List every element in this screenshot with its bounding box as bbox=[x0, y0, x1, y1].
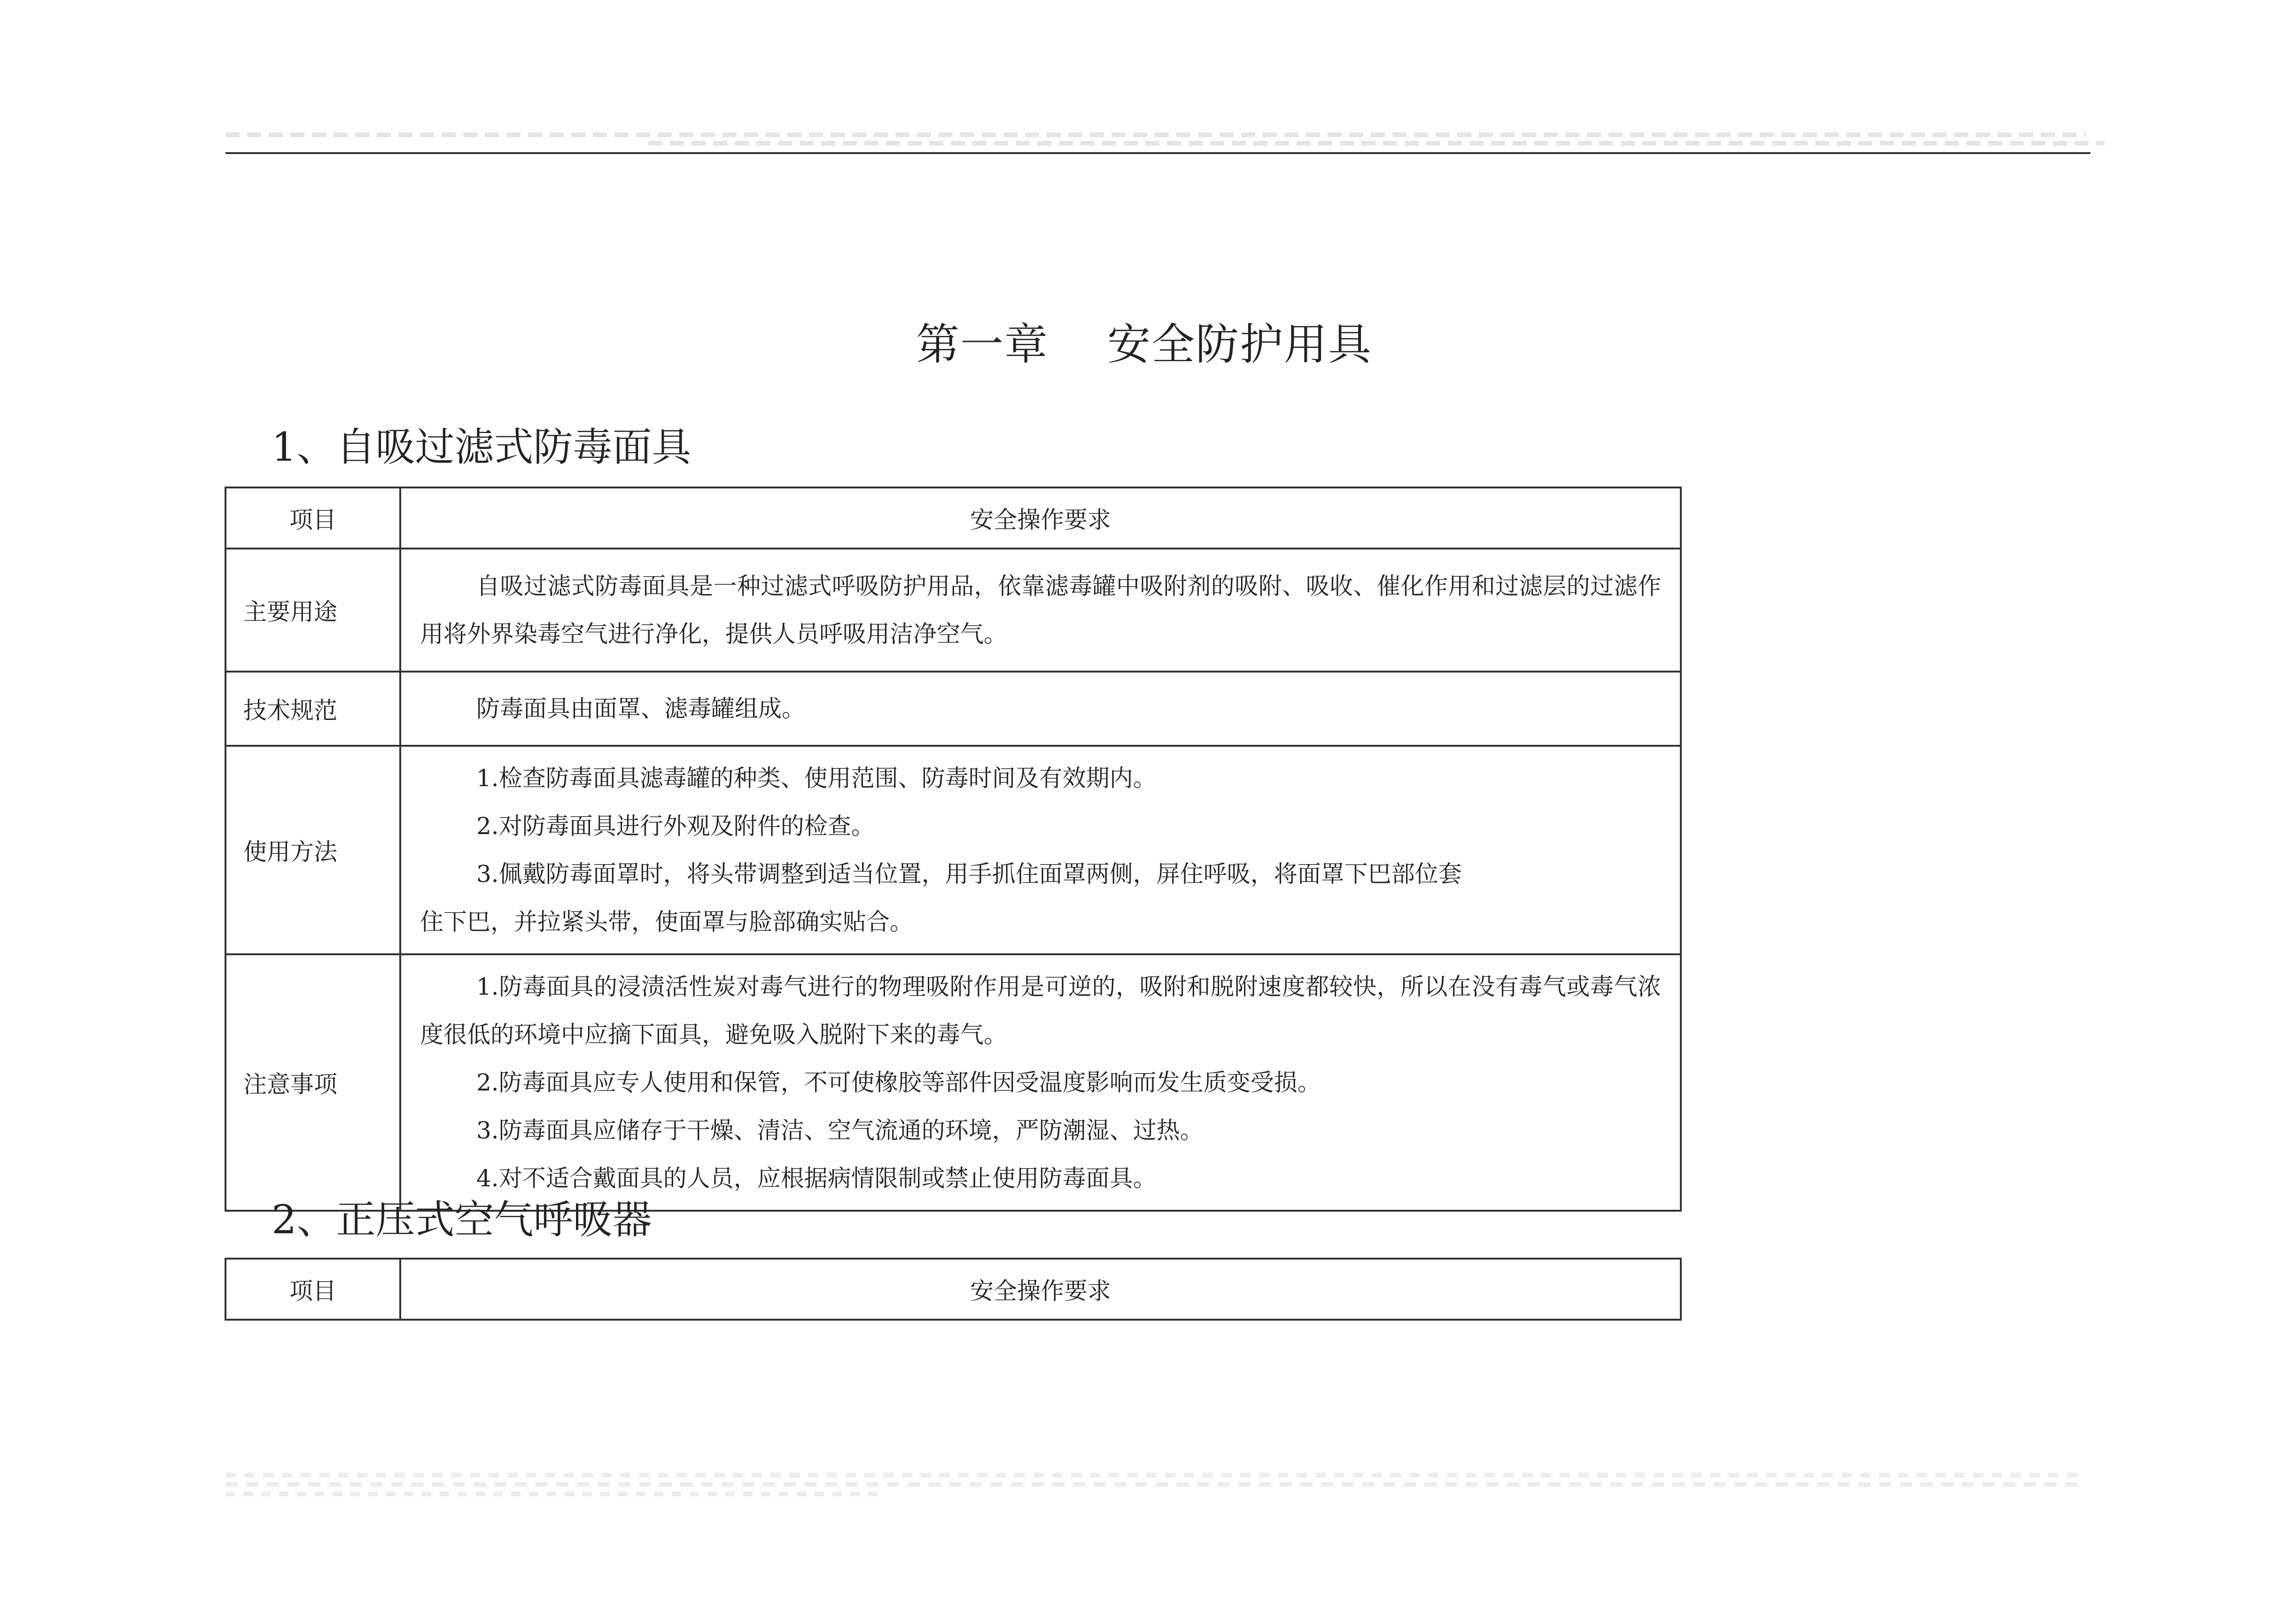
table-row-usage bbox=[225, 549, 1681, 672]
row-content-method bbox=[400, 746, 1681, 954]
footer-faint-text-line2 bbox=[225, 1482, 2086, 1487]
table-header-row bbox=[225, 487, 1681, 549]
section-heading-2: 2、正压式空气呼吸器 bbox=[272, 1197, 652, 1243]
method-step-3: 3.佩戴防毒面罩时，将头带调整到适当位置，用手抓住面罩两侧，屏住呼吸，将面罩下巴部位套 bbox=[476, 860, 1462, 888]
header-item: 项目 bbox=[225, 487, 400, 549]
header-rule bbox=[225, 152, 2090, 154]
row-label-method: 使用方法 bbox=[225, 746, 400, 954]
method-step-2: 2.对防毒面具进行外观及附件的检查。 bbox=[476, 812, 875, 840]
header-requirements: 安全操作要求 bbox=[400, 1259, 1681, 1320]
footer-faint-text-line3 bbox=[225, 1492, 883, 1496]
table-row-method bbox=[225, 746, 1681, 954]
row-content-tech-spec bbox=[400, 672, 1681, 746]
row-label-tech-spec: 技术规范 bbox=[225, 672, 400, 746]
breathing-apparatus-table bbox=[225, 1258, 1682, 1321]
note-3: 3.防毒面具应储存于干燥、清洁、空气流通的环境，严防潮湿、过热。 bbox=[476, 1117, 1204, 1144]
row-content-usage bbox=[400, 549, 1681, 672]
note-4: 4.对不适合戴面具的人员，应根据病情限制或禁止使用防毒面具。 bbox=[476, 1165, 1157, 1192]
footer-faint-text bbox=[225, 1473, 2086, 1477]
header-item: 项目 bbox=[225, 1259, 400, 1320]
header-faint-text bbox=[225, 132, 2086, 137]
chapter-title: 第一章 安全防护用具 bbox=[916, 319, 1372, 370]
row-content-notes bbox=[400, 954, 1681, 1211]
method-step-3-continued: 住下巴，并拉紧头带，使面罩与脸部确实贴合。 bbox=[420, 908, 913, 936]
row-label-usage: 主要用途 bbox=[225, 549, 400, 672]
usage-paragraph: 自吸过滤式防毒面具是一种过滤式呼吸防护用品，依靠滤毒罐中吸附剂的吸附、吸收、催化作用和过滤层的过滤作用将外界染毒空气进行净化，提供人员呼吸用洁净空气。 bbox=[420, 572, 1661, 648]
row-label-notes: 注意事项 bbox=[225, 954, 400, 1211]
header-requirements: 安全操作要求 bbox=[400, 487, 1681, 549]
tech-spec-paragraph: 防毒面具由面罩、滤毒罐组成。 bbox=[476, 695, 805, 722]
note-1: 1.防毒面具的浸渍活性炭对毒气进行的物理吸附作用是可逆的，吸附和脱附速度都较快，所以在没有毒气或毒气浓度很低的环境中应摘下面具，避免吸入脱附下来的毒气。 bbox=[420, 973, 1661, 1048]
gas-mask-table bbox=[225, 487, 1682, 1212]
section-heading-1: 1、自吸过滤式防毒面具 bbox=[272, 424, 691, 470]
header-faint-text-line2 bbox=[648, 141, 2105, 146]
table-header-row bbox=[225, 1259, 1681, 1320]
note-2: 2.防毒面具应专人使用和保管，不可使橡胶等部件因受温度影响而发生质变受损。 bbox=[476, 1069, 1321, 1096]
method-step-1: 1.检查防毒面具滤毒罐的种类、使用范围、防毒时间及有效期内。 bbox=[476, 765, 1157, 792]
table-row-notes bbox=[225, 954, 1681, 1211]
table-row-tech-spec bbox=[225, 672, 1681, 746]
